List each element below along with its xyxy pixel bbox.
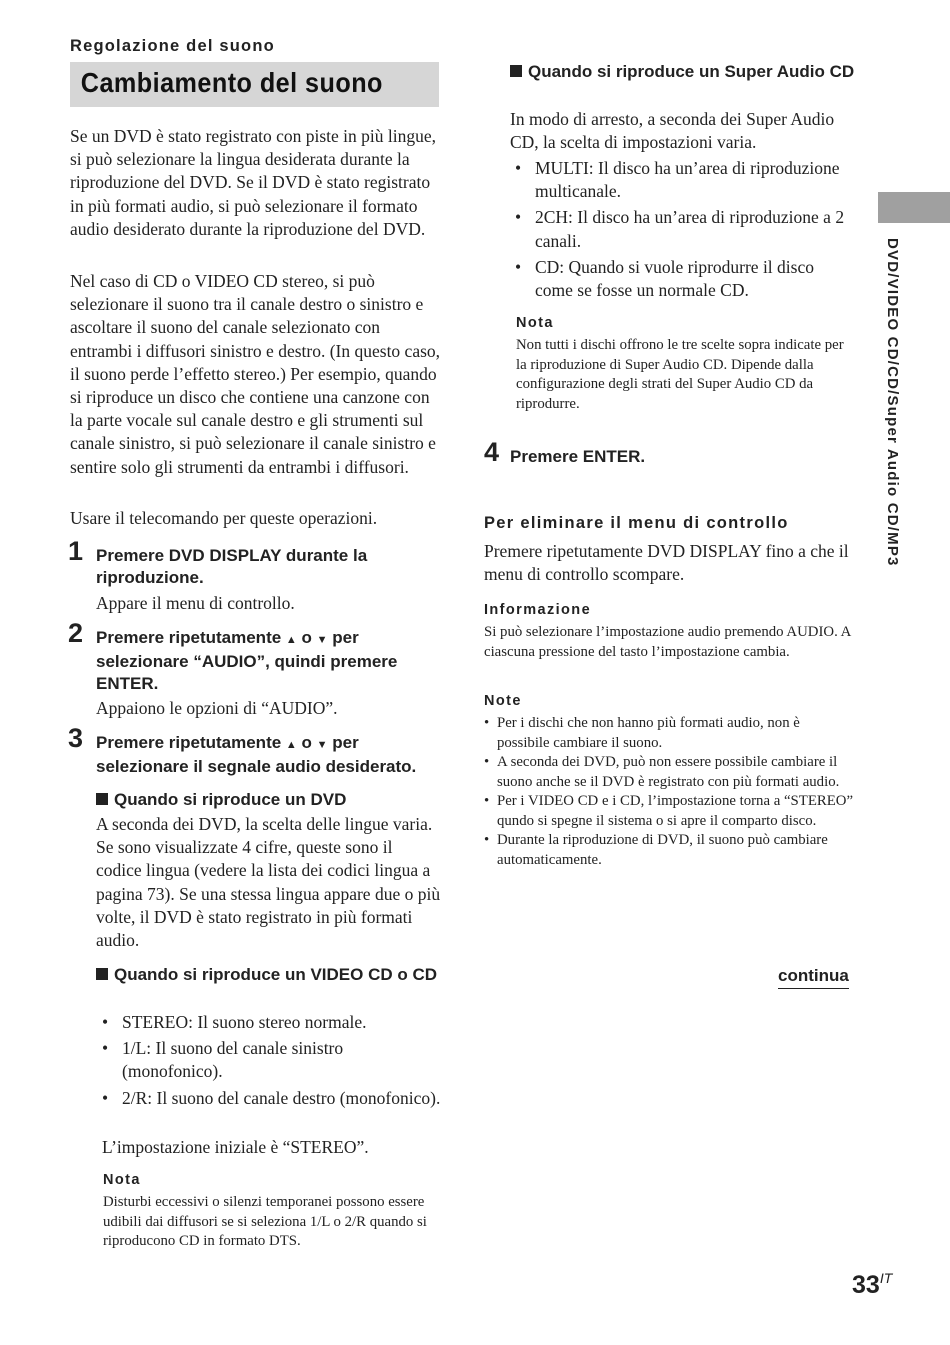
step-1-desc: Appare il menu di controllo. [96,593,295,613]
step-1-text: Premere DVD DISPLAY durante la riproduzione. [96,546,368,587]
list-item: • Per i dischi che non hanno più formati audio, non è possibile cambiare il suono. [484,714,854,753]
arrow-up-icon: ▲ [285,739,297,751]
intro-paragraph-1: Se un DVD è stato registrato con piste in più lingue, si può selezionare la lingua desiderata durante la riproduzione del DVD. Se il DVD è stato registrato in più formati audio, si può selezionare il formato audio desiderato durante la riproduzione del DVD. [70,126,436,239]
step-2-desc: Appaiono le opzioni di “AUDIO”. [96,698,338,718]
side-section-label: DVD/VIDEO CD/CD/Super Audio CD/MP3 [884,238,901,567]
vcd-default-text: L’impostazione iniziale è “STEREO”. [102,1137,369,1157]
sacd-options-list [509,157,854,305]
nota-heading-right: Nota [516,315,554,331]
list-item: • STEREO: Il suono stereo normale. [96,1011,441,1034]
side-tab-marker [878,192,950,223]
intro-paragraph-2: Nel caso di CD o VIDEO CD stereo, si può selezionare il suono tra il canale destro o sinistro e ascoltare il suono del canale selezionato con entrambi i diffusori sinistro e destro. (In questo caso, il suono perde l’effetto stereo.) Per esempio, quando si riproduce un disco che contiene una canzone con la parte vocale sul canale destro e gli strumenti sul canale sinistro, si può selezionare il canale sinistro e sentire solo gli strumenti da entrambi i diffusori. [70,271,441,477]
vcd-subheading: Quando si riproduce un VIDEO CD o CD [96,964,441,985]
section-label: Regolazione del suono [70,37,275,55]
continua-link[interactable]: continua [778,966,849,989]
step-3-text: Premere ripetutamente ▲ o ▼ per selezionare il segnale audio desiderato. [96,733,417,776]
page-number: $33^{IT}$ [852,1270,893,1299]
info-text: Si può selezionare l’impostazione audio premendo AUDIO. A ciascuna pressione del tasto l’impostazione cambia. [484,624,851,660]
square-bullet-icon [510,65,522,77]
intro-paragraph-3: Usare il telecomando per queste operazioni. [70,508,378,528]
list-item: • 2CH: Il disco ha un’area di riproduzione a 2 canali. [509,206,854,252]
nota-text-right: Non tutti i dischi offrono le tre scelte sopra indicate per la riproduzione di Super Audio CD. Dipende dalla configurazione degli strati del Super Audio CD da riprodurre. [516,337,844,412]
sacd-subheading: Quando si riproduce un Super Audio CD [510,61,860,82]
square-bullet-icon [96,793,108,805]
list-item: • MULTI: Il disco ha un’area di riproduzione multicanale. [509,157,854,203]
sacd-text: In modo di arresto, a seconda dei Super Audio CD, la scelta di impostazioni varia. [510,109,835,153]
list-item: • A seconda dei DVD, può non essere possibile cambiare il suono anche se il DVD è registrato con più formati audio. [484,753,854,792]
step-3-number: 3 [68,723,84,753]
nota-text-left: Disturbi eccessivi o silenzi temporanei possono essere udibili dai diffusori se si seleziona 1/L o 2/R quando si riproducono CD in formato DTS. [103,1194,427,1249]
arrow-down-icon: ▼ [316,739,328,751]
remove-menu-heading: Per eliminare il menu di controllo [484,514,789,532]
arrow-up-icon: ▲ [285,634,297,646]
list-item: • 2/R: Il suono del canale destro (monofonico). [96,1087,441,1110]
vcd-options-list [96,1011,441,1113]
note-list [484,714,854,870]
arrow-down-icon: ▼ [316,634,328,646]
list-item: • Durante la riproduzione di DVD, il suono può cambiare automaticamente. [484,831,854,870]
step-1-number: 1 [68,536,84,566]
remove-menu-text: Premere ripetutamente DVD DISPLAY fino a che il menu di controllo scompare. [484,541,849,585]
step-4-text: Premere ENTER. [510,447,646,466]
square-bullet-icon [96,968,108,980]
note-heading: Note [484,693,522,709]
page-title: Cambiamento del suono [80,67,383,98]
info-heading: Informazione [484,602,592,618]
title-box [70,62,439,107]
dvd-subheading: Quando si riproduce un DVD [96,789,441,810]
nota-heading-left: Nota [103,1172,141,1188]
step-2-text: Premere ripetutamente ▲ o ▼ per selezionare “AUDIO”, quindi premere ENTER. [96,628,398,693]
step-2-number: 2 [68,618,84,648]
step-4-number: 4 [484,437,500,467]
list-item: • Per i VIDEO CD e i CD, l’impostazione torna a “STEREO” qundo si spegne il sistema o si apre il comparto disco. [484,792,854,831]
list-item: • CD: Quando si vuole riprodurre il disco come se fosse un normale CD. [509,256,854,302]
dvd-text: A seconda dei DVD, la scelta delle lingue varia. Se sono visualizzate 4 cifre, queste sono il codice lingua (vedere la lista dei codici lingua a pagina 73). Se una stessa lingua appare due o più volte, il DVD è stato registrato in più formati audio. [96,814,441,951]
list-item: • 1/L: Il suono del canale sinistro (monofonico). [96,1037,441,1083]
